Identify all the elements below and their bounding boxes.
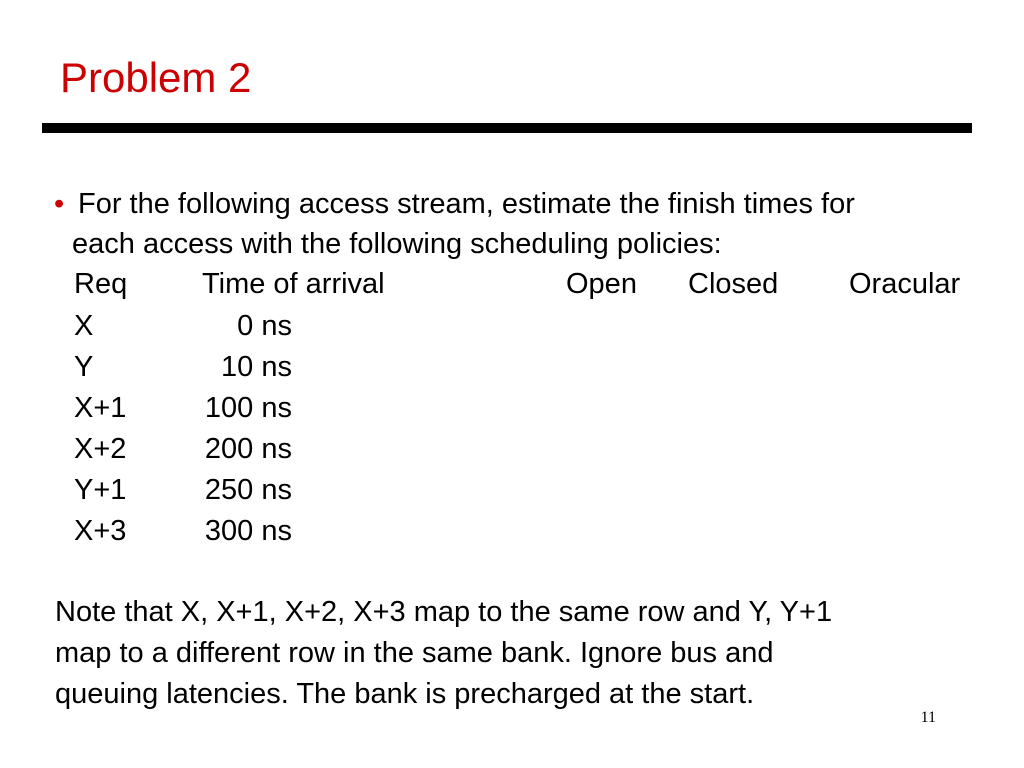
- note-line-3: queuing latencies. The bank is precharged at the start.: [55, 678, 755, 710]
- row-arrival-time: 10 ns: [221, 351, 292, 383]
- row-req: Y: [74, 351, 94, 383]
- row-arrival-time: 200 ns: [204, 433, 292, 465]
- row-arrival-time: 250 ns: [204, 474, 292, 506]
- row-req: Y+1: [74, 474, 127, 506]
- note-line-2: map to a different row in the same bank. Ignore bus and: [55, 637, 774, 669]
- row-req: X+1: [74, 392, 127, 424]
- header-closed: Closed: [688, 268, 779, 300]
- title-divider: [42, 123, 972, 133]
- header-arrival: Time of arrival: [202, 268, 385, 300]
- header-open: Open: [566, 268, 637, 300]
- row-arrival-time: 100 ns: [204, 392, 292, 424]
- bullet-text-line-2: each access with the following scheduling policies:: [72, 228, 722, 260]
- row-req: X: [74, 310, 94, 342]
- row-arrival-time: 0 ns: [237, 310, 292, 342]
- page-number: 11: [920, 709, 936, 726]
- row-req: X+2: [74, 433, 127, 465]
- bullet-icon: •: [54, 188, 65, 220]
- slide-title: Problem 2: [60, 54, 252, 101]
- row-arrival-time: 300 ns: [204, 515, 292, 547]
- header-oracular: Oracular: [849, 268, 961, 300]
- row-req: X+3: [74, 515, 127, 547]
- header-req: Req: [74, 268, 128, 300]
- bullet-text-line-1: For the following access stream, estimate the finish times for: [78, 188, 855, 220]
- note-line-1: Note that X, X+1, X+2, X+3 map to the same row and Y, Y+1: [55, 596, 833, 628]
